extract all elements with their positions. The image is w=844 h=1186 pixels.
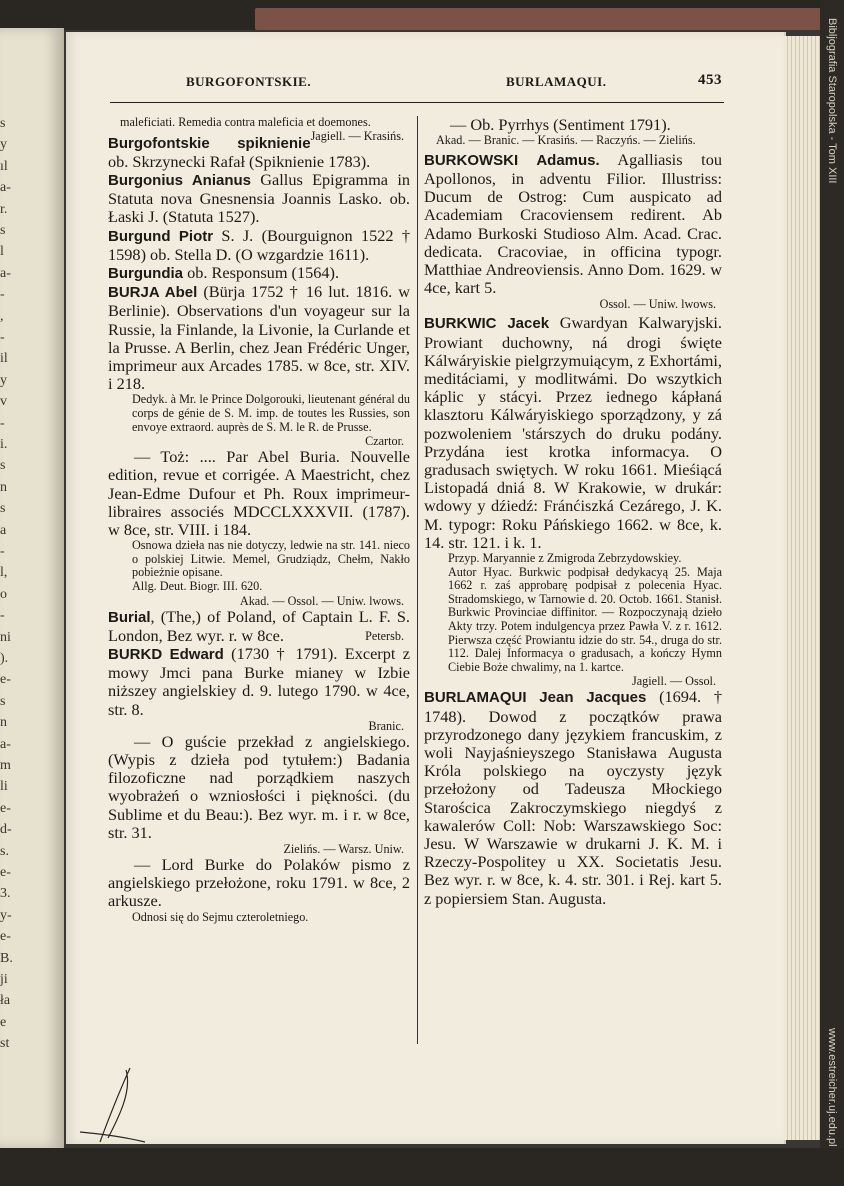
left-page-fragment: r.	[0, 201, 8, 217]
side-label-top: Bibljografia Staropolska - Tom XIII	[826, 18, 838, 184]
entry-note: Autor Hyac. Burkwic podpisał dedykacyą 25. Maja 1662 r. zaś approbarę podpisał z polecenia Hyac. Stradomskiego, w Tarnowie d. 20. Octob. 1661. Stanisł. Burkwic Provinciae diffinitor. — Rozpoczynają dzieło Akty trzy. Potem indulgencya przez Pawła V. z r. 1612. Pierwsza część Prowiantu idzie do str. 54., druga do str. 112. Dalej Informacya o gradusach, a kończy Hymn Ciebie Boże chwalimy, na 1. kartce.	[448, 564, 722, 674]
header-left: BURGOFONTSKIE.	[186, 74, 312, 89]
entry: Burial, (The,) of Poland, of Captain L. F. S. London, Bez wyr. r. w 8ce. Petersb.	[108, 606, 410, 645]
entry: Burgundia ob. Responsum (1564).	[108, 263, 340, 283]
entry: — Lord Burke do Polaków pismo z angielskiego przełożone, roku 1791. w 8ce, 2 arkusze.	[108, 855, 410, 911]
left-page-fragment: -	[0, 544, 5, 559]
left-page-fragment: m	[0, 758, 11, 773]
left-page-fragment: s	[0, 693, 6, 709]
left-page-fragment: st	[0, 1036, 10, 1052]
library-siglum: Akad. — Branic. — Krasińs. — Raczyńs. — Zielińs.	[436, 133, 696, 148]
left-page-fragment: il	[0, 351, 8, 367]
library-siglum: Jagiell. — Ossol.	[632, 674, 716, 689]
library-siglum: Ossol. — Uniw. lwows.	[599, 297, 716, 312]
book-top-edge	[0, 0, 844, 30]
left-page-fragment: d-	[0, 822, 12, 838]
entry: Burgofontskie spiknienie ob. Skrzynecki Rafał (Spiknienie 1783).	[108, 134, 371, 171]
column-divider	[417, 116, 418, 1044]
left-page-fragment: ji	[0, 972, 8, 987]
left-page-fragment: ).	[0, 651, 9, 666]
entry: BURJA Abel (Bürja 1752 † 16 lut. 1816. w Berlinie). Observations d'un voyageur sur la Russie, la Finlande, la Livonie, la Curlande et la Prusse. A Berlin, chez Jean Frédéric Unger, imprimeur aux Arcades 1785. w 8ce, str. XIV. i 218.	[108, 282, 411, 394]
library-siglum: Czartor.	[365, 434, 404, 449]
left-page-fragment: y	[0, 372, 7, 388]
left-page-fragment: o	[0, 586, 7, 602]
library-siglum: Zielińs. — Warsz. Uniw.	[283, 842, 404, 857]
left-page-fragment: e-	[0, 865, 11, 880]
right-column	[424, 116, 722, 908]
left-page-fragment: -	[0, 330, 5, 345]
left-page-fragment: a-	[0, 265, 11, 281]
left-page-fragment: y-	[0, 907, 12, 923]
left-page-fragment: y	[0, 137, 7, 153]
handwritten-mark	[70, 1060, 150, 1150]
left-page-fragment: ıl	[0, 158, 8, 174]
left-page-fragment: 3.	[0, 886, 11, 902]
entry-note: Odnosi się do Sejmu czteroletniego.	[132, 909, 309, 924]
left-page-fragment: i.	[0, 437, 8, 452]
entry-note: Przyp. Maryannie z Zmigroda Zebrzydowskiey.	[448, 551, 682, 566]
entry: Burgonius Anianus Gallus Epigramma in Statuta nova Gnesnensia Joannis Lasko. ob. Łaski J. (Statuta 1527).	[108, 170, 410, 227]
left-page-fragment: a-	[0, 180, 11, 196]
left-page-fragment: -	[0, 287, 5, 303]
left-page-fragment: -	[0, 415, 5, 431]
entry: — Toż: .... Par Abel Buria. Nouvelle edition, revue et corrigée. A Maestricht, chez Jean-Edme Dufour et Ph. Roux imprimeur-libraires associés MDCCLXXXVII. (1787). w 8ce, str. VIII. i 184.	[108, 447, 410, 540]
left-page-fragment: e	[0, 1014, 7, 1030]
page-number: 453	[698, 72, 722, 88]
left-page-fragment: a	[0, 522, 7, 538]
header-rule	[110, 102, 724, 103]
page-edges	[784, 36, 820, 1140]
entry: Burgund Piotr S. J. (Bourguignon 1522 † 1598) ob. Stella D. (O wzgardzie 1611).	[108, 225, 410, 264]
left-page-fragment: a-	[0, 736, 11, 752]
left-page-fragment: l,	[0, 565, 8, 581]
bookmark-ribbon	[255, 8, 825, 30]
left-page-fragment: s	[0, 458, 6, 474]
left-page-fragment: ni	[0, 629, 11, 645]
book-bottom-edge	[0, 1148, 844, 1186]
left-page-fragment: ła	[0, 993, 11, 1009]
entry: BURKD Edward (1730 † 1791). Excerpt z mowy Jmci pana Burke mianey w Izbie niższey angielskiey d. 9. lutego 1790. w 4ce, str. 8.	[108, 644, 410, 719]
left-page-fragment: ,	[0, 308, 4, 324]
library-siglum: Branic.	[368, 718, 404, 733]
left-page-fragment: e-	[0, 800, 11, 816]
left-page-edge	[0, 28, 64, 1148]
left-page-fragment: e-	[0, 929, 11, 945]
entry: BURKOWSKI Adamus. Agalliasis tou Apollonos, in adventu Filior. Illustriss: Ducum de Ostrog: Cum auspicato ad Academiam Cracoviensem redirent. Ab Adamo Burkoski Studioso Alm. Acad. Crac. dedicata. Cracoviae, in officina typogr. Matthiae Andreoviensis. Anno Dom. 1629. w 4ce, kart 5.	[424, 149, 722, 298]
entry-note: Osnowa dzieła nas nie dotyczy, ledwie na str. 141. nieco o polskiej Litwie. Memel, Grudziądz, Chełm, Nakło pobieżnie opisane.	[132, 538, 410, 580]
entry: BURLAMAQUI Jean Jacques (1694. † 1748). Dowod z początków prawa przyrodzonego dany językiem francuskim, z woli Nayjaśnieyszego Stanisława Augusta Króla polskiego na oyczysty język przełożony od Tadeusza Młockiego Starościca Zakroczymskiego niegdyś z kawalerów Coll: Nob: Warszawskiego Soc: Jesu. W Warszawie w drukarni J. K. M. i Rzeczy-Pospolitey u XX. Societatis Jesu. Bez wyr. r. w 8ce, k. 4. str. 301. i Rej. kart 5. z popiersiem Stan. Augusta.	[424, 687, 722, 908]
entry-note: Allg. Deut. Biogr. III. 620.	[132, 579, 263, 594]
left-page-fragment: n	[0, 715, 7, 731]
entry: — Ob. Pyrrhys (Sentiment 1791).	[450, 115, 671, 134]
entry: — O guście przekład z angielskiego. (Wypis z dzieła pod tytułem:) Badania filozoficzne nad porządkiem naszych wyobrażeń o wzniosłości i piękności. (du Sublime et du Beau:). Bez wyr. m. i r. w 8ce, str. 31.	[108, 731, 410, 842]
left-page-fragment: s	[0, 223, 6, 238]
entry: BURKWIC Jacek Gwardyan Kalwaryjski. Prowiant duchowny, ná drogi święte Kálwáryiskie pielgrzymuiącym, z Exhortámi, meditáciami, y modlitwámi. Do wszytkich káplic y stácyi. Przez iednego kápłaná klasztoru Kálwáryiskiego sporządzony, y zá pozwoleniem 'stárszych do druku podány. Przydána iest krotka informacya. O gradusach swiętych. W roku 1661. Mieśiącá Listopadá dniá 8. W Krakowie, w drukár: wdowy y dźiedź: Fránćiszká Cezárego, J. K. M. typogr: Roku Páńskiego 1662. w 8ce, k. 14. str. 121. i k. 1.	[424, 313, 722, 552]
library-siglum: Akad. — Ossol. — Uniw. lwows.	[239, 593, 404, 608]
header-center: BURLAMAQUI.	[506, 74, 607, 89]
left-page-fragment: e-	[0, 672, 11, 688]
entry-continuation: maleficiati. Remedia contra maleficia et doemones. Jagiell. — Krasińs.	[120, 115, 404, 143]
left-page-fragment: -	[0, 608, 5, 624]
left-page-fragment: B.	[0, 950, 13, 966]
left-page-fragment: li	[0, 779, 8, 795]
left-page-fragment: v	[0, 394, 7, 410]
entry-note: Dedyk. à Mr. le Prince Dolgorouki, lieutenant général du corps de génie de S. M. imp. de toutes les Russies, son envoye extraord. auprès de S. M. le R. de Prusse.	[132, 392, 410, 434]
left-page-fragment: n	[0, 479, 7, 495]
left-page-fragment: l	[0, 244, 4, 260]
left-page-fragment: s.	[0, 843, 9, 859]
side-label-bottom: www.estreicher.uj.edu.pl	[826, 1028, 838, 1147]
left-column	[108, 116, 410, 924]
left-page-fragment: s	[0, 501, 6, 517]
running-header	[118, 72, 722, 92]
left-page-fragment: s	[0, 116, 6, 131]
